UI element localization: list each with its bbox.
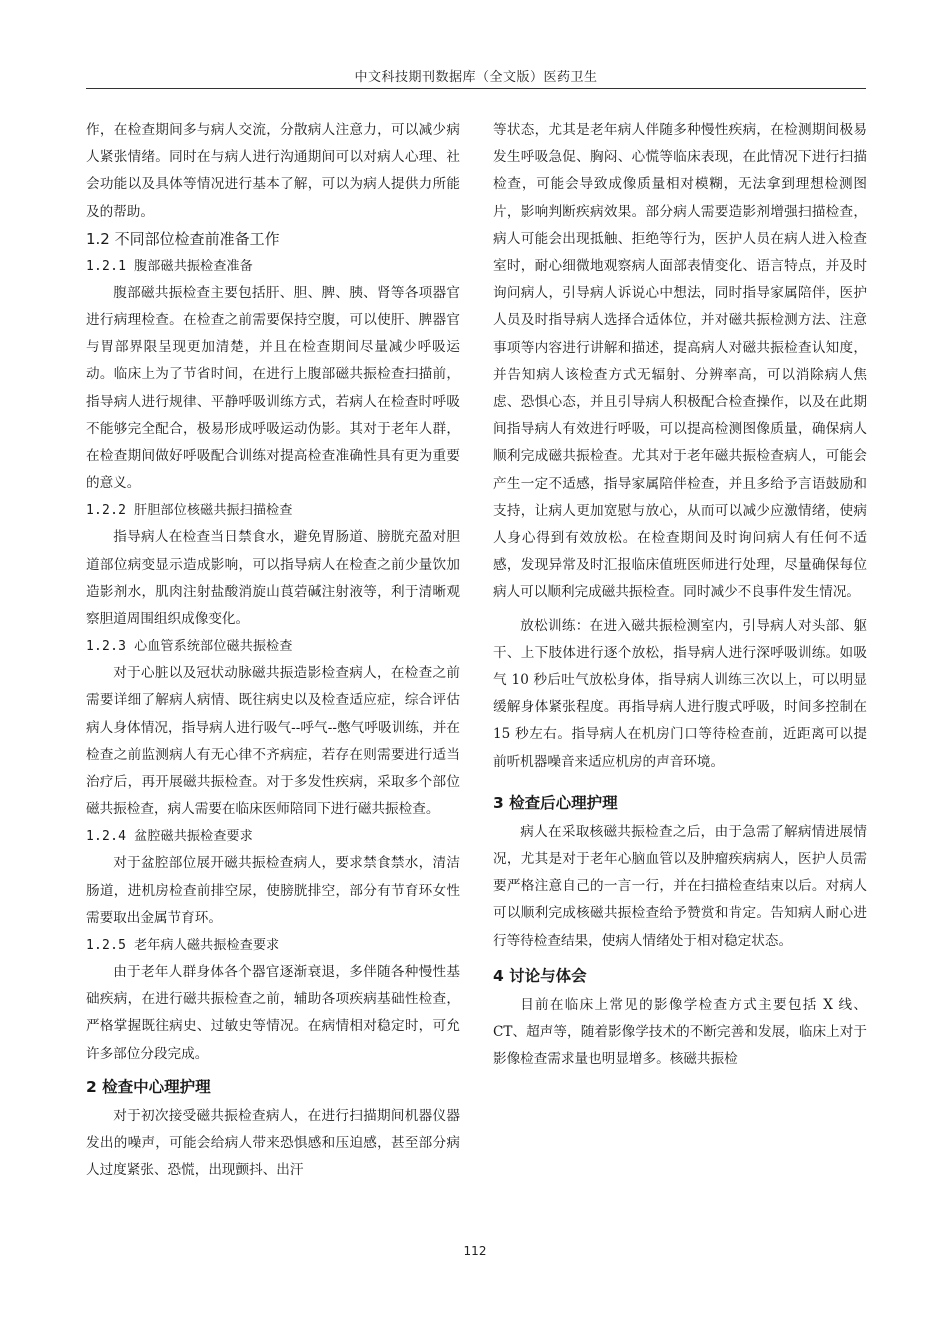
- section-heading-2: 2 检查中心理护理: [86, 1077, 211, 1096]
- paragraph-hepatobiliary-mri: 指导病人在检查当日禁食水，避免胃肠道、膀胱充盈对胆道部位病变显示造成影响，可以指导病人在检查之前少量饮加造影剂水，肌肉注射盐酸消旋山莨菪碱注射液等，利于清晰观察胆道周围组织成像变化。: [86, 529, 460, 628]
- subsection-heading-1-2-3: 1.2.3 心血管系统部位磁共振检查: [86, 639, 293, 655]
- paragraph-cardiovascular-mri: 对于心脏以及冠状动脉磁共振造影检查病人，在检查之前需要详细了解病人病情、既往病史以及检查适应症，综合评估病人身体情况，指导病人进行吸气--呼气--憋气呼吸训练，并在检查之前监测病人有无心律不齐病症，若存在则需要进行适当治疗后，再开展磁共振检查。对于多发性疾病，采取多个部位磁共振检查，病人需要在临床医师陪同下进行磁共振检查。: [86, 665, 460, 818]
- subsection-heading-1-2-4: 1.2.4 盆腔磁共振检查要求: [86, 829, 253, 845]
- section-heading-1-2: 1.2 不同部位检查前准备工作: [86, 229, 280, 248]
- subsection-heading-1-2-1: 1.2.1 腹部磁共振检查准备: [86, 258, 253, 274]
- paragraph-continued: 作，在检查期间多与病人交流，分散病人注意力，可以减少病人紧张情绪。同时在与病人进行沟通期间可以对病人心理、社会功能以及具体等情况进行基本了解，可以为病人提供力所能及的帮助。: [86, 122, 460, 220]
- paragraph-elderly-mri: 由于老年人群身体各个器官逐渐衰退，多伴随各种慢性基础疾病，在进行磁共振检查之前，辅助各项疾病基础性检查，严格掌握既往病史、过敏史等情况。在病情相对稳定时，可允许多部位分段完成。: [86, 964, 460, 1062]
- left-column: [86, 117, 460, 1185]
- paragraph-during-exam: 对于初次接受磁共振检查病人，在进行扫描期间机器仪器发出的噪声，可能会给病人带来恐惧感和压迫感，甚至部分病人过度紧张、恐慌，出现颤抖、出汗: [86, 1107, 460, 1179]
- header-rule: [86, 88, 866, 89]
- journal-header: 中文科技期刊数据库（全文版）医药卫生: [354, 70, 598, 85]
- right-column: [493, 117, 867, 1074]
- paragraph-after-exam: 病人在采取核磁共振检查之后，由于急需了解病情进展情况，尤其是对于老年心脑血管以及肿瘤疾病病人，医护人员需要严格注意自己的一言一行，并在扫描检查结束以后。对病人可以顺利完成核磁共振检查给予赞赏和肯定。告知病人耐心进行等待检查结果，使病人情绪处于相对稳定状态。: [493, 823, 867, 949]
- subsection-heading-1-2-2: 1.2.2 肝胆部位核磁共振扫描检查: [86, 503, 293, 519]
- paragraph-abdominal-mri: 腹部磁共振检查主要包括肝、胆、脾、胰、肾等各项器官进行病理检查。在检查之前需要保持空腹，可以使肝、脾器官与胃部界限呈现更加清楚，并且在检查期间尽量减少呼吸运动。临床上为了节省时间，在进行上腹部磁共振检查扫描前，指导病人进行规律、平静呼吸训练方式，若病人在检查时呼吸不能够完全配合，极易形成呼吸运动伪影。其对于老年人群，在检查期间做好呼吸配合训练对提高检查准确性具有更为重要的意义。: [86, 284, 460, 492]
- paragraph-pelvic-mri: 对于盆腔部位展开磁共振检查病人，要求禁食禁水，清洁肠道，进机房检查前排空尿，使膀胱排空，部分有节育环女性需要取出金属节育环。: [86, 855, 460, 926]
- subsection-heading-1-2-5: 1.2.5 老年病人磁共振检查要求: [86, 938, 280, 954]
- page-number: 112: [463, 1244, 487, 1258]
- section-heading-3: 3 检查后心理护理: [493, 793, 618, 812]
- paragraph-during-exam-continued: 等状态，尤其是老年病人伴随多种慢性疾病，在检测期间极易发生呼吸急促、胸闷、心慌等临床表现，在此情况下进行扫描检查，可能会导致成像质量相对模糊，无法拿到理想检测图片，影响判断疾病效果。部分病人需要造影剂增强扫描检查，病人可能会出现抵触、拒绝等行为，医护人员在病人进入检查室时，耐心细微地观察病人面部表情变化、语言特点，并及时询问病人，引导病人诉说心中想法，同时指导家属陪伴，医护人员及时指导病人选择合适体位，并对磁共振检测方法、注意事项等内容进行讲解和描述，提高病人对磁共振检查认知度，并告知病人该检查方式无辐射、分辨率高，可以消除病人焦虑、恐惧心态，并且引导病人积极配合检查操作，以及在此期间指导病人有效进行呼吸，可以提高检测图像质量，确保病人顺利完成磁共振检查。尤其对于老年磁共振检查病人，可能会产生一定不适感，指导家属陪伴检查，并且多给予言语鼓励和支持，让病人更加宽慰与放心，从而可以减少应激情绪，使病人身心得到有效放松。在检查期间及时询问病人有任何不适感，发现异常及时汇报临床值班医师进行处理，尽量确保每位病人可以顺利完成磁共振检查。同时减少不良事件发生情况。: [493, 122, 867, 601]
- section-heading-4: 4 讨论与体会: [493, 966, 587, 985]
- paragraph-discussion: 目前在临床上常见的影像学检查方式主要包括 X 线、CT、超声等，随着影像学技术的不断完善和发展，临床上对于影像检查需求量也明显增多。核磁共振检: [493, 996, 867, 1068]
- paragraph-relaxation-training: 放松训练：在进入磁共振检测室内，引导病人对头部、躯干、上下肢体进行逐个放松，指导病人进行深呼吸训练。如吸气 10 秒后吐气放松身体，指导病人训练三次以上，可以明显缓解身体紧张程度。再指导病人进行腹式呼吸，时间多控制在 15 秒左右。指导病人在机房门口等待检查前，近距离可以提前听机器噪音来适应机房的声音环境。: [493, 617, 867, 770]
